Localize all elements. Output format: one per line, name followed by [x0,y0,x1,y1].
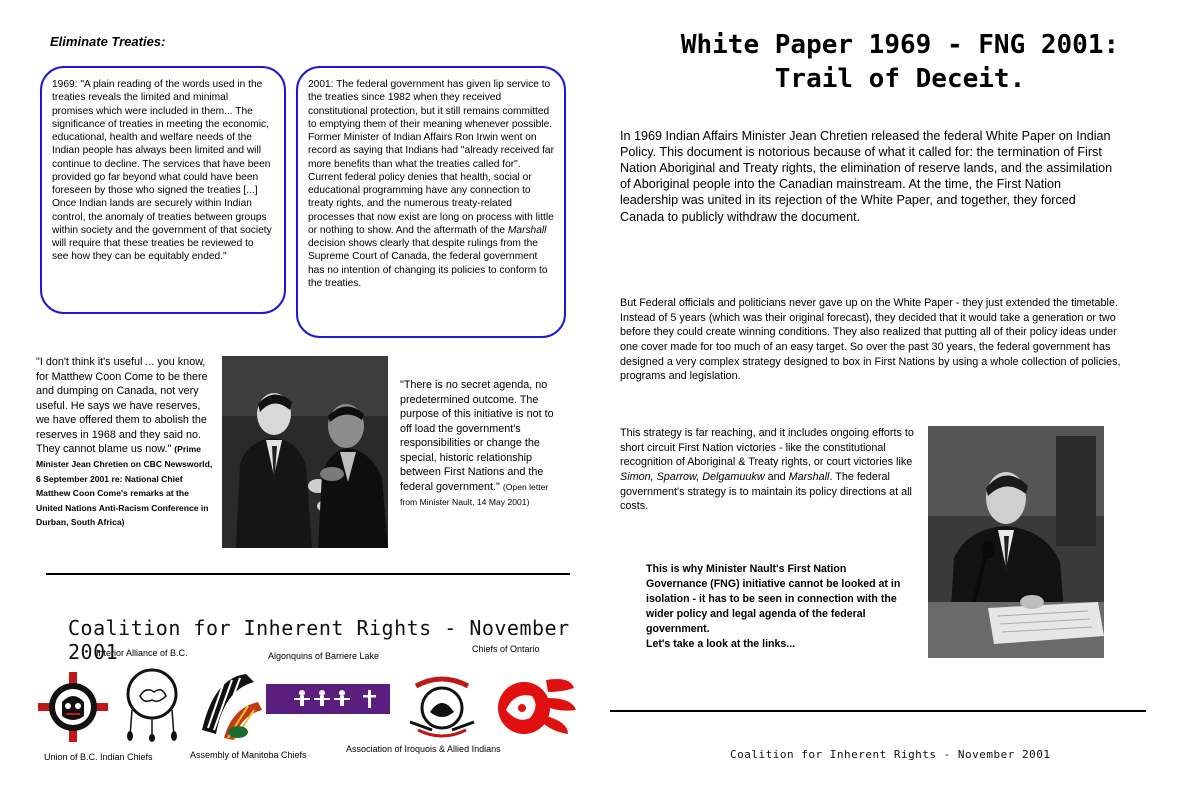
org-label-manitoba-chiefs: Assembly of Manitoba Chiefs [190,750,307,760]
court-cases-italic: Simon, Sparrow, Delgamuukw [620,471,765,484]
nault-quote-text: "There is no secret agenda, no predetermined outcome. The purpose of this initiative is not to off load the government's responsibilities or change the special, historic relationship between First Nations and the federal government." [400,379,554,493]
meeting-photo-illustration [222,356,388,548]
ubcic-logo-icon [38,672,108,742]
right-page [600,0,1200,787]
treaty-commentary-2001-text-a: 2001: The federal government has given lip service to the treaties since 1982 when they received constitutional protection, but it still remains committed to emptying them of their meaning whenever possible. Former Minister of Indian Affairs Ron Irwin went on record as saying that Indians had "already received far more benefits than what the treaties called for". Current federal policy denies that health, social or educational programming have any connection to treaty rights, and the numerous treaty-related processes that now exist are long on process with little or nothing to show. And the aftermath of the [308,79,554,236]
treaty-commentary-2001-box [296,66,566,338]
chretien-quote [36,355,216,530]
coalition-title: Coalition for Inherent Rights - November 2001 [68,616,570,664]
strategy-reach-and: and [764,471,789,484]
federal-strategy-paragraph: But Federal officials and politicians never gave up on the White Paper - they just extended the timetable. Instead of 5 years (which was their original forecast), they decided that it would take a generation or two before they could create winning conditions. They also realized that putting all of their policy ideas under one cover made for too much of an easy target. So over the past 30 years, the federal government has designed a very complex strategy designed to box in First Nations by using a whole collection of policies, programs and legislation. [620,297,1121,383]
org-label-chiefs-of-ontario: Chiefs of Ontario [472,644,540,654]
strategy-reach-paragraph [620,426,920,514]
manitoba-chiefs-headdress-icon [194,668,266,744]
org-label-interior-alliance: Interior Alliance of B.C. [96,648,188,658]
treaty-quote-1969-box [40,66,286,314]
marshall-case-italic: Marshall [507,224,547,236]
right-footer-coalition-title: Coalition for Inherent Rights - November 2001 [730,748,1051,761]
chretien-quote-text: "I don't think it's useful ... you know, for Matthew Coon Come to be there and dumping on Canada, not very useful. He says we have reserves, we have offered them to abolish the reserves in 1968 and they said no. They cannot blame us now." [36,356,208,456]
nault-citation: (Open letter from Minister Nault, 14 May 2001) [400,481,549,507]
treaty-quote-1969-text: 1969: "A plain reading of the words used in the treaties reveals the limited and minimal promises which were included in them... The significance of treaties in meeting the economic, educational, health and welfare needs of the Indian people has always been limited and will continue to decline. The services that have been provided go far beyond what could have been foreseen by those who signed the treaties [...] Once Indian lands are securely within Indian control, the anomaly of treaties between groups within society and the government of that society will require that these treaties be reviewed to see how they can be equitably ended." [52,79,272,263]
marshall-case-italic-right: Marshall [788,471,830,484]
chretien-desk-photo-illustration [928,426,1104,658]
left-page-divider [46,573,570,575]
main-title-line-2: Trail of Deceit. [774,64,1026,94]
algonquins-wampum-belt-icon [266,684,390,714]
org-label-ubcic: Union of B.C. Indian Chiefs [44,752,153,762]
chretien-desk-photo [928,426,1104,658]
org-label-algonquins: Algonquins of Barriere Lake [268,651,380,661]
fng-conclusion-paragraph [646,562,906,652]
section-heading: Eliminate Treaties: [50,34,166,49]
nault-quote [400,378,558,509]
meeting-photo [222,356,388,548]
chretien-citation: (Prime Minister Jean Chretien on CBC Newsworld, 6 September 2001 re: National Chief Matthew Coon Come's remarks at the United Nations Anti-Racism Conference in Durban, South Africa) [36,444,213,528]
chiefs-of-ontario-logo-icon [484,670,578,740]
interior-alliance-dreamcatcher-icon [122,666,182,742]
iroquois-allied-indians-logo-icon [406,672,478,738]
white-paper-intro-paragraph: In 1969 Indian Affairs Minister Jean Chretien released the federal White Paper on Indian Policy. This document is notorious because of what it called for: the termination of First Nation Aboriginal and Treaty rights, the elimination of reserve lands, and the assimilation of Aboriginal people into the Canadian mainstream. At the time, the First Nation leadership was united in its rejection of the White Paper, and together, they forced Canada to publicly withdraw the document. [620,129,1113,224]
strategy-reach-text-b: . The federal government's strategy is to maintain its policy directions at all costs. [620,471,912,513]
fng-conclusion-last-line: Let's take a look at the links... [646,638,796,651]
fng-conclusion-text: This is why Minister Nault's First Nation Governance (FNG) initiative cannot be looked at in isolation - it has to be seen in connection with the wider policy and legal agenda of the federal government. [646,563,901,636]
strategy-reach-text-a: This strategy is far reaching, and it includes ongoing efforts to short circuit First Nation victories - like the constitutional recognition of Aboriginal & Treaty rights, or court victories like [620,427,914,469]
org-label-iroquois: Association of Iroquois & Allied Indians [346,744,501,754]
main-title-line-1: White Paper 1969 - FNG 2001: [680,30,1120,60]
right-page-divider [610,710,1146,712]
treaty-commentary-2001-text-b: decision shows clearly that despite rulings from the Supreme Court of Canada, the federal government has no intention of changing its policies to conform to the treaties. [308,238,548,289]
